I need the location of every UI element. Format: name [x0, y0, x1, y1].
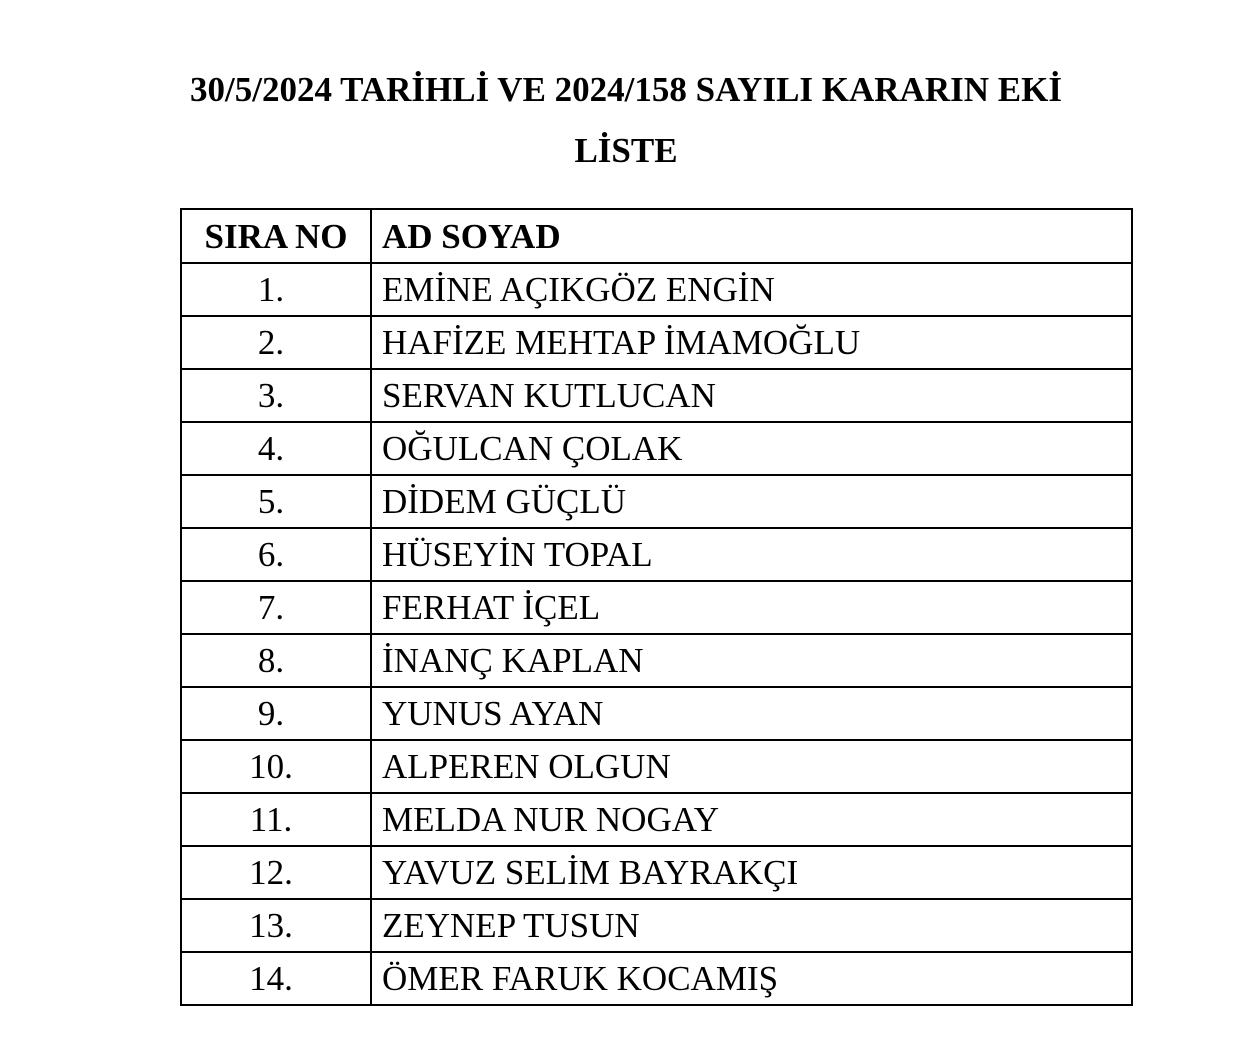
- document-title: 30/5/2024 TARİHLİ VE 2024/158 SAYILI KARARIN EKİ: [190, 70, 1062, 109]
- row-number: 14.: [181, 952, 371, 1005]
- table-row: [181, 316, 1132, 369]
- table-row: [181, 687, 1132, 740]
- row-name: ALPEREN OLGUN: [371, 740, 1132, 793]
- row-number: 5.: [181, 475, 371, 528]
- header-ad-soyad: AD SOYAD: [371, 209, 1132, 263]
- row-number: 2.: [181, 316, 371, 369]
- table-row: [181, 899, 1132, 952]
- row-name: YAVUZ SELİM BAYRAKÇI: [371, 846, 1132, 899]
- row-name: MELDA NUR NOGAY: [371, 793, 1132, 846]
- table-row: [181, 740, 1132, 793]
- row-number: 7.: [181, 581, 371, 634]
- row-name: ZEYNEP TUSUN: [371, 899, 1132, 952]
- row-number: 12.: [181, 846, 371, 899]
- table-row: [181, 793, 1132, 846]
- row-name: ÖMER FARUK KOCAMIŞ: [371, 952, 1132, 1005]
- row-number: 9.: [181, 687, 371, 740]
- row-name: EMİNE AÇIKGÖZ ENGİN: [371, 263, 1132, 316]
- row-name: HAFİZE MEHTAP İMAMOĞLU: [371, 316, 1132, 369]
- table-row: [181, 846, 1132, 899]
- row-number: 10.: [181, 740, 371, 793]
- table-row: [181, 422, 1132, 475]
- row-name: SERVAN KUTLUCAN: [371, 369, 1132, 422]
- row-number: 11.: [181, 793, 371, 846]
- header-sira-no: SIRA NO: [181, 209, 371, 263]
- row-number: 13.: [181, 899, 371, 952]
- row-name: İNANÇ KAPLAN: [371, 634, 1132, 687]
- table-row: [181, 528, 1132, 581]
- table-row: [181, 581, 1132, 634]
- table-row: [181, 634, 1132, 687]
- row-number: 1.: [181, 263, 371, 316]
- table-row: [181, 475, 1132, 528]
- row-number: 3.: [181, 369, 371, 422]
- row-name: HÜSEYİN TOPAL: [371, 528, 1132, 581]
- name-list-table: [180, 208, 1133, 1006]
- table-row: [181, 952, 1132, 1005]
- row-number: 8.: [181, 634, 371, 687]
- table-row: [181, 263, 1132, 316]
- row-name: DİDEM GÜÇLÜ: [371, 475, 1132, 528]
- row-number: 4.: [181, 422, 371, 475]
- row-number: 6.: [181, 528, 371, 581]
- row-name: FERHAT İÇEL: [371, 581, 1132, 634]
- row-name: OĞULCAN ÇOLAK: [371, 422, 1132, 475]
- table-header-row: [181, 209, 1132, 263]
- table-row: [181, 369, 1132, 422]
- document-subtitle: LİSTE: [574, 131, 678, 170]
- row-name: YUNUS AYAN: [371, 687, 1132, 740]
